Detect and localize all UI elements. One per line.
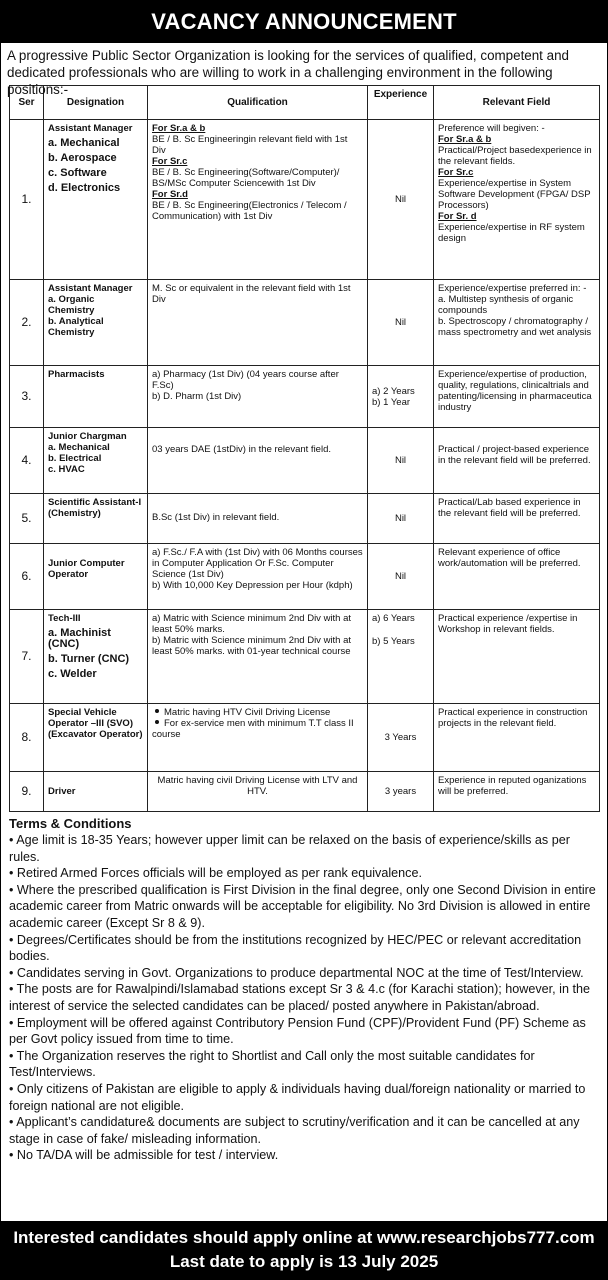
field-text: Experience/expertise in RF system design bbox=[438, 222, 585, 244]
ser-cell: 4. bbox=[10, 428, 44, 494]
qual-heading: For Sr.d bbox=[152, 189, 188, 200]
experience-cell bbox=[368, 610, 434, 704]
terms-item: • Where the prescribed qualification is First Division in the final degree, only one Second Division in entire academic career from Matric onwards will be acceptable for eligibility. No 3rd Division is allowed in entire academic career (Except Sr 8 & 9). bbox=[9, 882, 596, 930]
table-row bbox=[10, 494, 600, 544]
qual-item: b) D. Pharm (1st Div) bbox=[152, 391, 242, 402]
qual-text: BE / B. Sc Engineering(Software/Computer)/ BS/MSc Computer Sciencewith 1st Div bbox=[152, 167, 340, 189]
terms-item: • The posts are for Rawalpindi/Islamabad stations except Sr 3 & 4.c (for Karachi station); however, in the interest of service the selected candidates can be placed/ posted anywhere in Pakistan/abroad. bbox=[9, 982, 590, 1013]
designation-sub: c. HVAC bbox=[48, 464, 85, 475]
exp-item: b) 1 Year bbox=[372, 396, 411, 408]
table-row bbox=[10, 120, 600, 280]
designation-sub: a. Mechanical bbox=[48, 137, 120, 149]
intro-paragraph: A progressive Public Sector Organization is looking for the services of qualified, competent and dedicated professionals who are willing to work in a challenging environment in the following positions:- bbox=[7, 48, 569, 97]
field-cell: Experience/expertise of production, quality, regulations, clinicaltrials and patenting/licensing in pharmaceutica industry bbox=[434, 366, 600, 428]
field-cell: Practical/Lab based experience in the relevant field will be preferred. bbox=[434, 494, 600, 544]
designation-cell: Scientific Assistant-I (Chemistry) bbox=[44, 494, 148, 544]
designation-cell: Special Vehicle Operator –III (SVO) (Excavator Operator) bbox=[44, 704, 148, 772]
table-row bbox=[10, 704, 600, 772]
qualification-cell: M. Sc or equivalent in the relevant field with 1st Div bbox=[148, 280, 368, 366]
qualification-cell: B.Sc (1st Div) in relevant field. bbox=[148, 494, 368, 544]
experience-cell: Nil bbox=[368, 120, 434, 280]
designation-sub: b. Electrical bbox=[48, 453, 102, 464]
designation-title: Assistant Manager bbox=[48, 123, 133, 134]
field-text: Practical/Project basedexperience in the relevant fields. bbox=[438, 145, 592, 167]
terms-item: • Degrees/Certificates should be from the institutions recognized by HEC/PEC or relevant accreditation bodies. bbox=[9, 932, 582, 964]
terms-item: • Age limit is 18-35 Years; however upper limit can be relaxed on the basis of experience/skills as per rules. bbox=[9, 833, 570, 864]
field-cell: Experience in reputed oganizations will be preferred. bbox=[434, 772, 600, 812]
terms-item: • Only citizens of Pakistan are eligible to apply & individuals having dual/foreign nationality or married to foreign national are not eligible. bbox=[9, 1081, 586, 1113]
ser-cell: 2. bbox=[10, 280, 44, 366]
designation-sub: b. Aerospace bbox=[48, 152, 117, 164]
designation-cell: Pharmacists bbox=[44, 366, 148, 428]
designation-sub: b. Turner (CNC) bbox=[48, 653, 130, 665]
designation-cell bbox=[44, 120, 148, 280]
designation-sub: b. Analytical Chemistry bbox=[48, 316, 104, 338]
experience-cell: 3 Years bbox=[368, 704, 434, 772]
experience-cell: Nil bbox=[368, 280, 434, 366]
ser-cell: 7. bbox=[10, 610, 44, 704]
designation-title: Junior Chargman bbox=[48, 431, 127, 442]
designation-title: Assistant Manager bbox=[48, 283, 133, 294]
field-cell bbox=[434, 280, 600, 366]
qual-item: a) Matric with Science minimum 2nd Div with at least 50% marks. bbox=[152, 613, 352, 635]
qualification-cell: 03 years DAE (1stDiv) in the relevant field. bbox=[148, 428, 368, 494]
designation-cell: Driver bbox=[44, 772, 148, 812]
qualification-cell: Matric having civil Driving License with LTV and HTV. bbox=[148, 772, 368, 812]
terms-item: • Employment will be offered against Contributory Pension Fund (CPF)/Provident Fund (PF) Scheme as per Govt policy issued from time to time. bbox=[9, 1015, 586, 1047]
qualification-cell bbox=[148, 120, 368, 280]
experience-cell: Nil bbox=[368, 494, 434, 544]
field-item: b. Spectroscopy / chromatography / mass spectrometry and wet analysis bbox=[438, 316, 592, 338]
ser-cell: 9. bbox=[10, 772, 44, 812]
header-designation: Designation bbox=[44, 86, 148, 120]
ser-cell: 6. bbox=[10, 544, 44, 610]
table-row bbox=[10, 772, 600, 812]
qualification-cell bbox=[148, 544, 368, 610]
qual-item: b) With 10,000 Key Depression per Hour (kdph) bbox=[152, 580, 353, 591]
qualification-cell bbox=[148, 704, 368, 772]
exp-item: a) 6 Years bbox=[372, 613, 415, 624]
designation-sub: c. Software bbox=[48, 167, 107, 179]
exp-item: a) 2 Years bbox=[372, 385, 415, 397]
terms-title: Terms & Conditions bbox=[9, 816, 132, 831]
qual-text: BE / B. Sc Engineering(Electronics / Telecom / Communication) with 1st Div bbox=[152, 200, 347, 222]
designation-cell bbox=[44, 280, 148, 366]
terms-item: • Retired Armed Forces officials will be employed as per rank equivalence. bbox=[9, 866, 422, 881]
qualification-cell bbox=[148, 366, 368, 428]
experience-cell bbox=[368, 366, 434, 428]
field-heading: For Sr.a & b bbox=[438, 134, 492, 145]
apply-online-line: Interested candidates should apply online at www.researchjobs777.com bbox=[13, 1228, 595, 1247]
qual-item: a) Pharmacy (1st Div) (04 years course after F.Sc) bbox=[152, 369, 339, 391]
table-row bbox=[10, 544, 600, 610]
ser-cell: 8. bbox=[10, 704, 44, 772]
terms-item: • No TA/DA will be admissible for test / interview. bbox=[9, 1148, 279, 1163]
designation-cell bbox=[44, 610, 148, 704]
experience-cell: 3 years bbox=[368, 772, 434, 812]
designation-sub: a. Mechanical bbox=[48, 442, 110, 453]
page-title: VACANCY ANNOUNCEMENT bbox=[1, 1, 607, 43]
ser-cell: 1. bbox=[10, 120, 44, 280]
ser-cell: 3. bbox=[10, 366, 44, 428]
qual-heading: For Sr.a & b bbox=[152, 123, 206, 134]
designation-title: Tech-III bbox=[48, 613, 81, 624]
designation-sub: a. Machinist (CNC) bbox=[48, 627, 111, 650]
designation-cell bbox=[44, 428, 148, 494]
field-heading: For Sr. d bbox=[438, 211, 477, 222]
exp-item: b) 5 Years bbox=[372, 636, 415, 647]
qual-bullet: Matric having HTV Civil Driving License bbox=[152, 707, 363, 718]
header-ser: Ser bbox=[10, 86, 44, 120]
experience-cell: Nil bbox=[368, 428, 434, 494]
header-relevant-field: Relevant Field bbox=[434, 86, 600, 120]
field-intro: Preference will begiven: - bbox=[438, 123, 545, 134]
qual-bullet: For ex-service men with minimum T.T class II course bbox=[152, 718, 354, 740]
field-cell: Relevant experience of office work/automation will be preferred. bbox=[434, 544, 600, 610]
experience-cell: Nil bbox=[368, 544, 434, 610]
table-row bbox=[10, 428, 600, 494]
terms-item: • Candidates serving in Govt. Organizations to produce departmental NOC at the time of Test/Interview. bbox=[9, 965, 584, 980]
designation-sub: a. Organic Chemistry bbox=[48, 294, 95, 316]
qual-item: a) F.Sc./ F.A with (1st Div) with 06 Months courses in Computer Application Or F.Sc. Computer Science (1st Div) bbox=[152, 547, 363, 580]
ser-cell: 5. bbox=[10, 494, 44, 544]
field-cell: Practical experience /expertise in Workshop in relevant fields. bbox=[434, 610, 600, 704]
qual-heading: For Sr.c bbox=[152, 156, 188, 167]
terms-list bbox=[1, 831, 607, 1164]
qual-item: b) Matric with Science minimum 2nd Div with at least 50% marks. with 01-year technical course bbox=[152, 635, 352, 657]
terms-item: • Applicant’s candidature& documents are subject to scrutiny/verification and it can be cancelled at any stage in case of fake/ misleading information. bbox=[9, 1115, 580, 1146]
bullet-icon bbox=[155, 720, 159, 724]
table-header-row bbox=[10, 86, 600, 120]
field-cell bbox=[434, 120, 600, 280]
bullet-icon bbox=[155, 709, 159, 713]
field-cell: Practical / project-based experience in the relevant field will be preferred. bbox=[434, 428, 600, 494]
field-item: a. Multistep synthesis of organic compounds bbox=[438, 294, 574, 316]
designation-sub: d. Electronics bbox=[48, 182, 121, 194]
vacancy-table bbox=[9, 85, 600, 812]
header-qualification: Qualification bbox=[148, 86, 368, 120]
table-row bbox=[10, 366, 600, 428]
designation-sub: c. Welder bbox=[48, 668, 97, 680]
last-date-line: Last date to apply is 13 July 2025 bbox=[169, 1252, 439, 1271]
table-row bbox=[10, 610, 600, 704]
qual-text: BE / B. Sc Engineeringin relevant field with 1st Div bbox=[152, 134, 348, 156]
header-experience: Experience bbox=[368, 86, 434, 120]
qualification-cell bbox=[148, 610, 368, 704]
table-row bbox=[10, 280, 600, 366]
field-heading: For Sr.c bbox=[438, 167, 474, 178]
terms-item: • The Organization reserves the right to Shortlist and Call only the most suitable candidates for Test/Interviews. bbox=[9, 1048, 535, 1080]
designation-cell: Junior Computer Operator bbox=[44, 544, 148, 610]
field-intro: Experience/expertise preferred in: - bbox=[438, 283, 587, 294]
field-cell: Practical experience in construction projects in the relevant field. bbox=[434, 704, 600, 772]
apply-footer bbox=[1, 1221, 607, 1279]
field-text: Experience/expertise in System Software Development (FPGA/ DSP Processors) bbox=[438, 178, 591, 211]
